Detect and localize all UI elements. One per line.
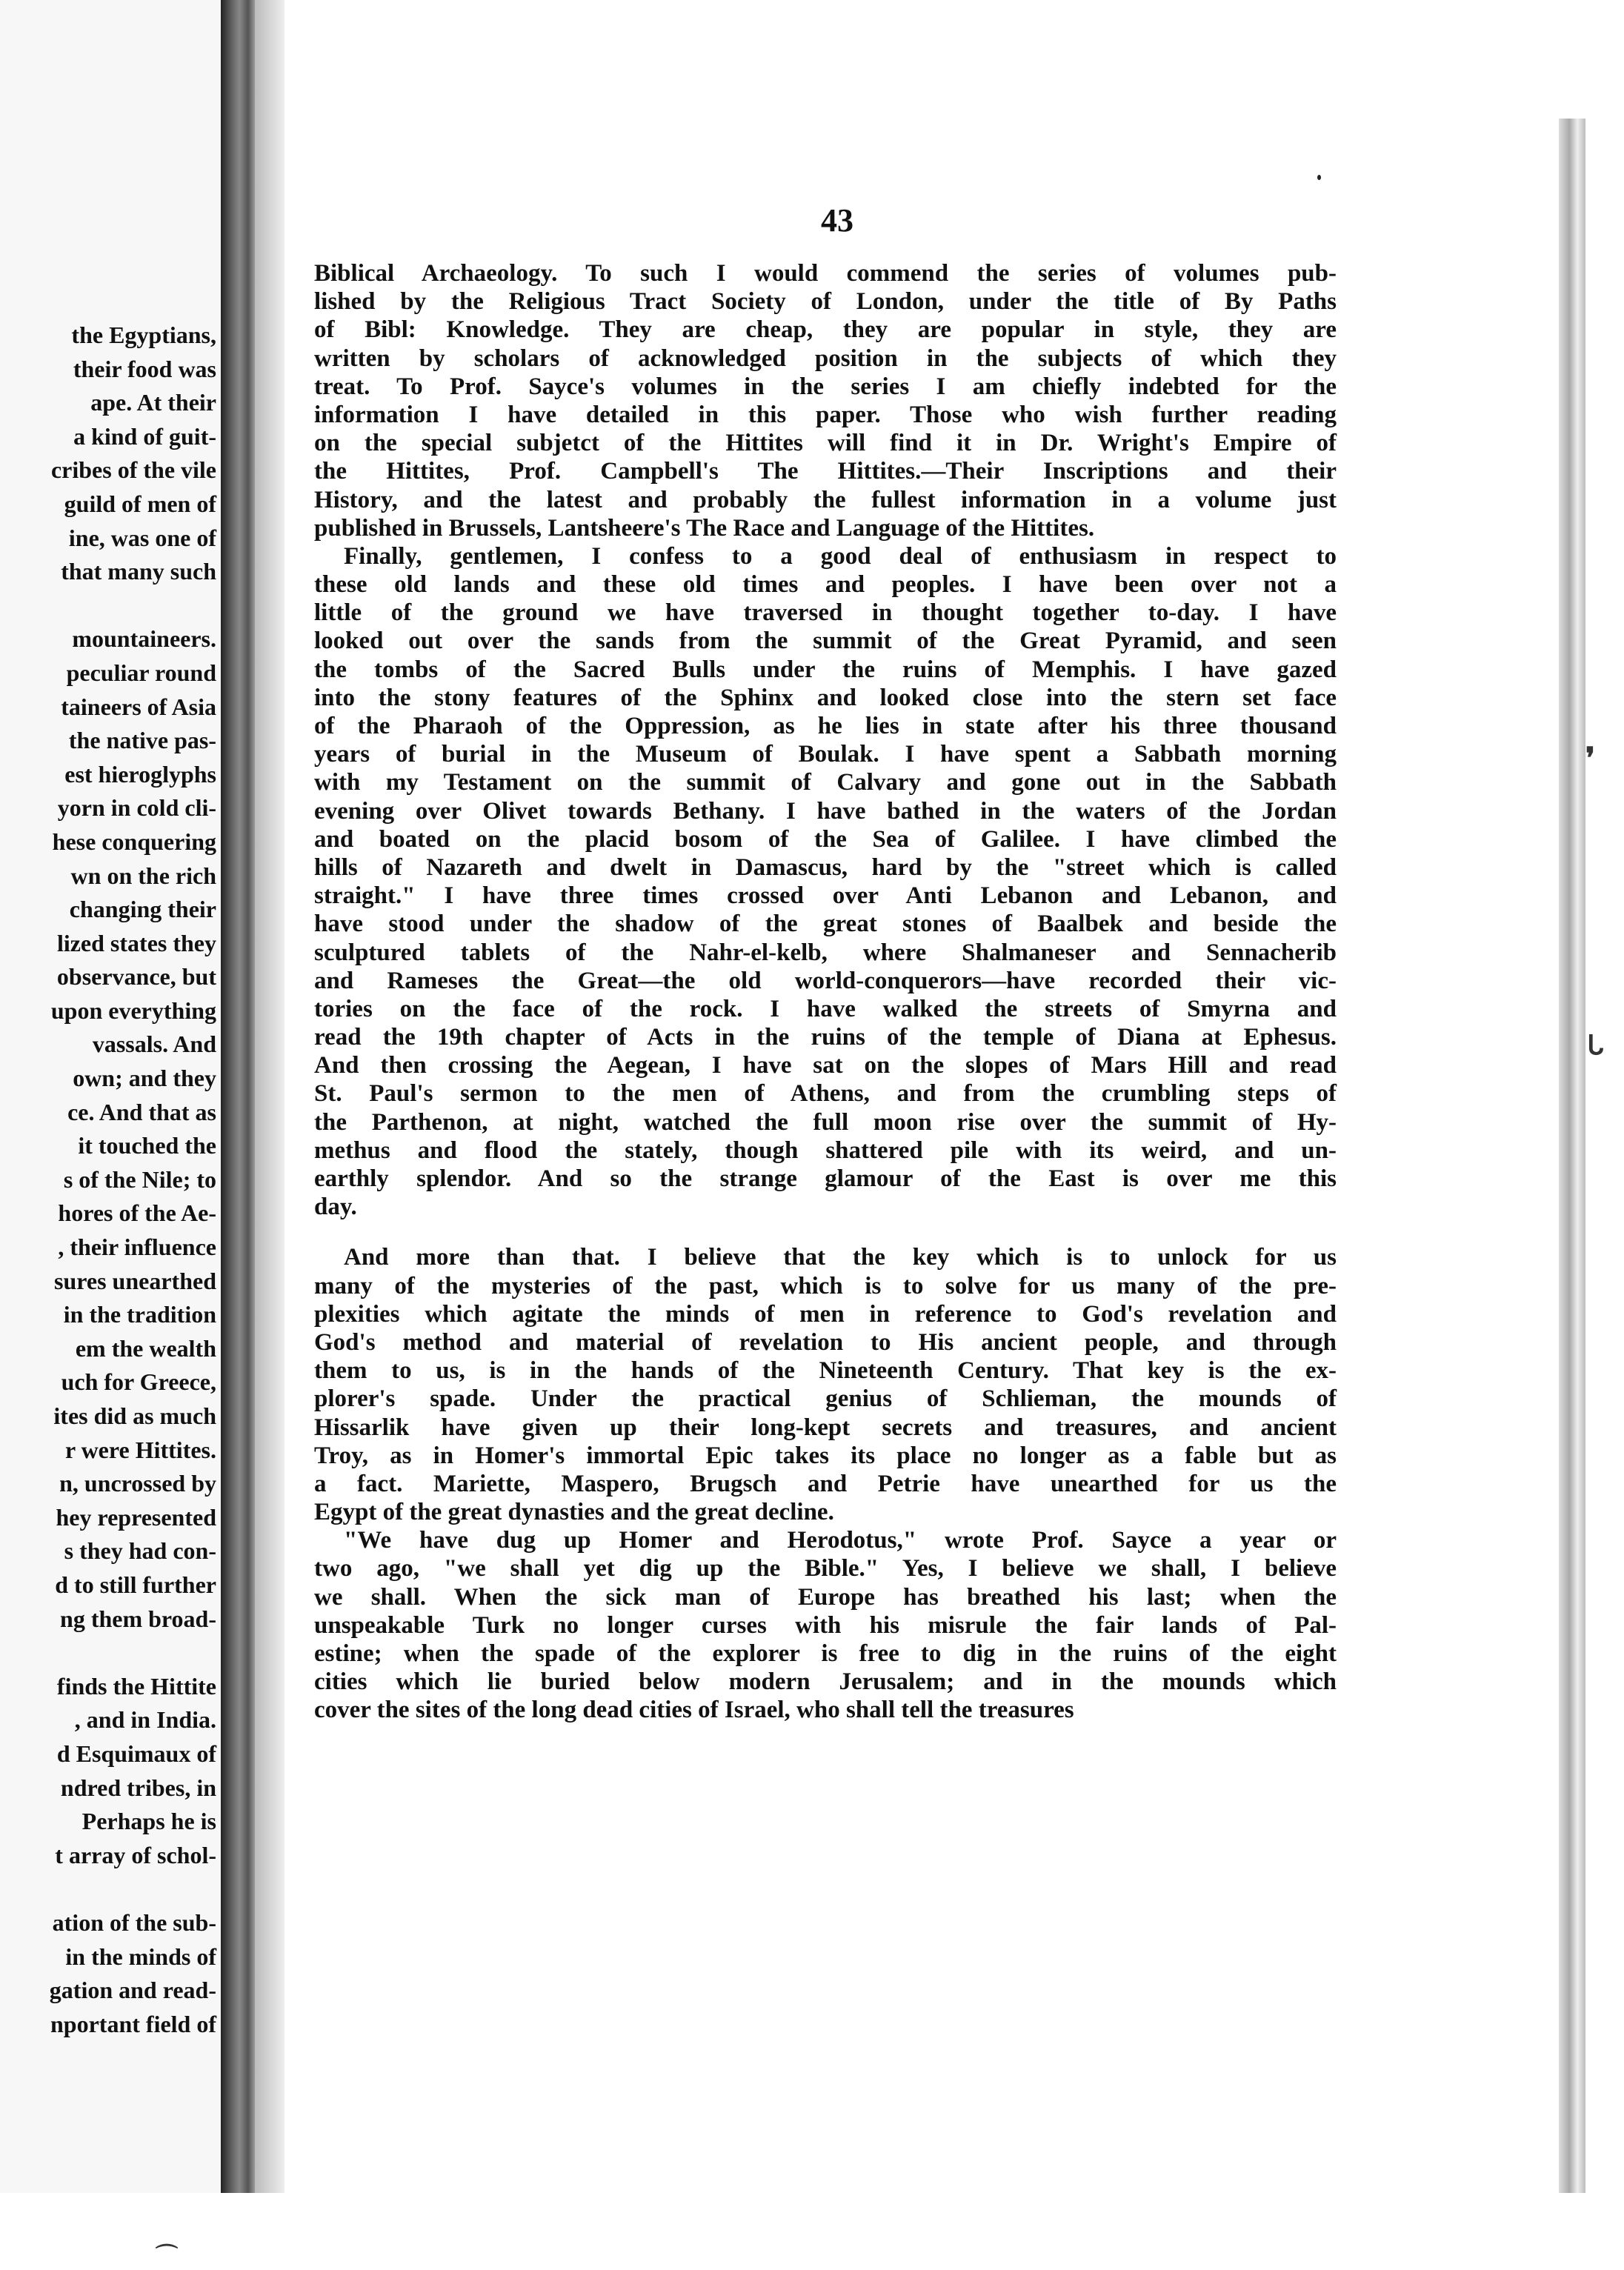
text-line: tories on the face of the rock. I have walked the streets of Smyrna and [314,995,1337,1022]
text-line: little of the ground we have traversed in thought together to-day. I have [314,599,1337,627]
text-line: treat. To Prof. Sayce's volumes in the series I am chiefly indebted for the [314,373,1337,400]
text-line: unspeakable Turk no longer curses with his misrule the fair lands of Pal- [314,1611,1337,1639]
text-line: And more than that. I believe that the key which is to unlock for us [344,1244,1337,1271]
text-line: of the Pharaoh of the Oppression, as he lies in state after his three thousand [314,713,1337,739]
text-line: cover the sites of the long dead cities of Israel, who shall tell the treasures [314,1697,1074,1724]
left-page-line: taineers of Asia [61,693,216,720]
left-page-line: , and in India. [74,1706,216,1734]
left-page-line: lized states they [56,929,216,956]
text-line: the Hittites, Prof. Campbell's The Hittites.—Their Inscriptions and their [314,458,1337,485]
main-text-block [314,259,1337,1725]
right-page-edge [1559,119,1585,2193]
text-line: hills of Nazareth and dwelt in Damascus, hard by the "street which is called [314,853,1337,881]
text-line: estine; when the spade of the explorer is free to dig in the ruins of the eight [314,1640,1337,1667]
left-page-line: finds the Hittite [56,1672,216,1700]
text-line: History, and the latest and probably the fullest information in a volume just [314,486,1337,513]
text-line: written by scholars of acknowledged position in the subjects of which they [314,345,1337,372]
left-page-line [0,589,216,623]
text-line: and Rameses the Great—the old world-conquerors—have recorded their vic- [314,967,1337,994]
text-line: Hissarlik have given up their long-kept secrets and treasures, and ancient [314,1414,1337,1441]
text-line: evening over Olivet towards Bethany. I have bathed in the waters of the Jordan [314,797,1337,825]
page-number: 43 [821,202,853,239]
left-page-line: changing their [69,896,216,923]
text-line: and boated on the placid bosom of the Sea of Galilee. I have climbed the [314,825,1337,853]
text-line: these old lands and these old times and peoples. I have been over not a [314,571,1337,599]
left-page-line: yorn in cold cli- [57,794,216,822]
bottom-margin [0,2193,1624,2270]
left-page-line: d to still further [55,1571,216,1598]
text-line: St. Paul's sermon to the men of Athens, and from the crumbling steps of [314,1080,1337,1108]
text-line: lished by the Religious Tract Society of London, under the title of By Paths [314,288,1337,316]
left-page-line: s they had con- [64,1537,216,1565]
left-page-line: ce. And that as [67,1098,216,1125]
text-line: many of the mysteries of the past, which is to solve for us many of the pre- [314,1272,1337,1299]
paragraph [314,1526,1337,1724]
left-page-line: it touched the [78,1132,216,1159]
text-line: Egypt of the great dynasties and the great decline. [314,1499,834,1526]
text-line: "We have dug up Homer and Herodotus," wrote Prof. Sayce a year or [344,1527,1337,1554]
margin-mark: ⌒ [156,2244,178,2269]
margin-mark: ᒐ [1587,1031,1604,1060]
paragraph [314,1243,1337,1526]
text-line: them to us, is in the hands of the Nineteenth Century. That key is the ex- [314,1357,1337,1385]
scan-speck [1317,175,1321,180]
left-page-line: ation of the sub- [52,1908,216,1936]
left-page-line: uch for Greece, [61,1368,216,1396]
left-page-line: the Egyptians, [71,322,216,348]
text-line: earthly splendor. And so the strange glamour of the East is over me this [314,1165,1337,1192]
left-page-line [0,1872,216,1906]
text-line: straight." I have three times crossed over Anti Lebanon and Lebanon, and [314,882,1337,910]
text-line: day. [314,1194,357,1221]
text-line: the Parthenon, at night, watched the full moon rise over the summit of Hy- [314,1108,1337,1136]
text-line: years of burial in the Museum of Boulak. I have spent a Sabbath morning [314,741,1337,768]
text-line: into the stony features of the Sphinx and looked close into the stern set face [314,684,1337,711]
left-page-line: the native pas- [68,727,216,754]
paragraph [314,259,1337,542]
text-line: published in Brussels, Lantsheere's The Race and Language of the Hittites. [314,514,1095,542]
text-line: the tombs of the Sacred Bulls under the ruins of Memphis. I have gazed [314,656,1337,683]
text-line: have stood under the shadow of the great stones of Baalbek and beside the [314,911,1337,938]
text-line: God's method and material of revelation to His ancient people, and through [314,1328,1337,1356]
left-page-line: mountaineers. [72,625,216,653]
text-line: a fact. Mariette, Maspero, Brugsch and Petrie have unearthed for us the [314,1470,1337,1497]
left-page-line: s of the Nile; to [63,1165,216,1193]
left-page-line: r were Hittites. [64,1436,216,1463]
text-line: plexities which agitate the minds of men in reference to God's revelation and [314,1300,1337,1328]
left-page-line: hese conquering [52,828,216,855]
text-line: of Bibl: Knowledge. They are cheap, they are popular in style, they are [314,316,1337,344]
left-page-line: cribes of the vile [50,456,216,484]
left-page-line: d Esquimaux of [56,1740,216,1767]
left-page-line: , their influence [58,1234,216,1261]
text-line: looked out over the sands from the summit of the Great Pyramid, and seen [314,628,1337,655]
text-line: Biblical Archaeology. To such I would commend the series of volumes pub- [314,260,1337,287]
margin-mark: ❜ [1585,742,1595,775]
paragraph [314,542,1337,1222]
gutter-shadow [255,0,284,2193]
left-page-line: ndred tribes, in [60,1774,216,1801]
left-page-line: t array of schol- [55,1841,216,1868]
left-page-line: own; and they [73,1065,216,1092]
left-page-line: sures unearthed [54,1267,216,1294]
text-line: with my Testament on the summit of Calvary and gone out in the Sabbath [314,769,1337,796]
left-page-line: wn on the rich [70,862,216,889]
left-page-line: peculiar round [66,659,216,686]
text-line: plorer's spade. Under the practical genius of Schlieman, the mounds of [314,1385,1337,1413]
text-line: two ago, "we shall yet dig up the Bible." Yes, I believe we shall, I believe [314,1555,1337,1582]
left-page-line: vassals. And [92,1031,216,1058]
left-page-line: nportant field of [50,2010,216,2037]
left-page-line: guild of men of [64,490,216,517]
left-page-line: in the tradition [63,1301,216,1328]
left-page-line: ng them broad- [60,1605,216,1632]
left-page-line: em the wealth [75,1334,216,1362]
text-line: cities which lie buried below modern Jerusalem; and in the mounds which [314,1668,1337,1696]
text-line: Troy, as in Homer's immortal Epic takes its place no longer as a fable but as [314,1442,1337,1469]
book-spine-gutter [221,0,255,2193]
left-page-line [0,1636,216,1670]
left-page-line: their food was [73,355,216,382]
left-page-line: hey represented [56,1503,216,1531]
left-page-line: a kind of guit- [73,422,216,450]
text-line: sculptured tablets of the Nahr-el-kelb, where Shalmaneser and Sennacherib [314,939,1337,966]
left-page-text-fragments [0,319,216,2041]
left-page-line: hores of the Ae- [58,1199,216,1227]
text-line: And then crossing the Aegean, I have sat on the slopes of Mars Hill and read [314,1052,1337,1079]
left-page-line: gation and read- [49,1977,216,2004]
left-page-line: est hieroglyphs [64,760,216,788]
left-page-line: Perhaps he is [81,1808,216,1835]
left-page-line: ine, was one of [68,524,216,551]
left-page-line: ites did as much [53,1402,216,1429]
text-line: on the special subjetct of the Hittites will find it in Dr. Wright's Empire of [314,430,1337,457]
text-line: we shall. When the sick man of Europe has breathed his last; when the [314,1583,1337,1611]
left-page-line: that many such [61,558,216,585]
left-page-line: observance, but [56,963,216,991]
text-line: read the 19th chapter of Acts in the ruins of the temple of Diana at Ephesus. [314,1024,1337,1051]
left-page [0,0,222,2193]
left-page-line: ape. At their [90,389,216,416]
text-line: Finally, gentlemen, I confess to a good deal of enthusiasm in respect to [344,542,1337,570]
left-page-line: n, uncrossed by [59,1470,216,1497]
left-page-line: in the minds of [65,1943,216,1970]
text-line: information I have detailed in this paper. Those who wish further reading [314,401,1337,428]
text-line: methus and flood the stately, though shattered pile with its weird, and un- [314,1136,1337,1164]
left-page-line: upon everything [50,996,216,1024]
